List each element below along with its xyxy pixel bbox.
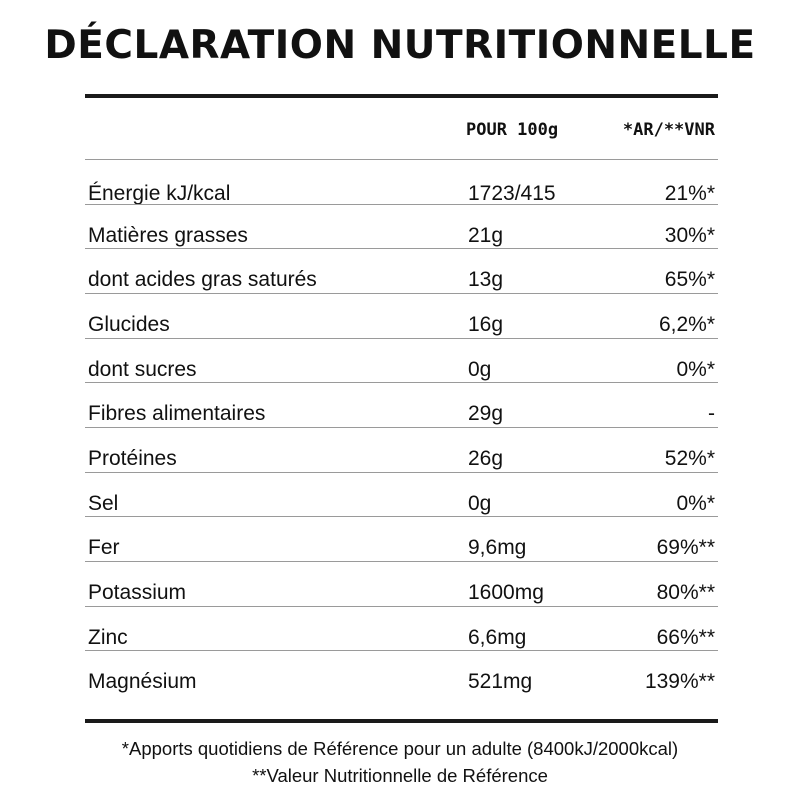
table-row-fibres — [85, 382, 718, 427]
table-row-magnesium — [85, 650, 718, 695]
footnote-vnr: **Valeur Nutritionnelle de Référence — [252, 765, 548, 786]
nutrient-value: 13g — [468, 268, 504, 292]
nutrient-value: 1600mg — [468, 580, 544, 604]
footnote-ar: *Apports quotidiens de Référence pour un adulte (8400kJ/2000kcal) — [121, 738, 679, 759]
nutrient-name: Sel — [88, 491, 119, 515]
nutrient-reference: 69%** — [656, 536, 715, 560]
nutrient-name: dont acides gras saturés — [88, 268, 317, 292]
top-rule — [85, 94, 718, 98]
table-row-energie — [85, 159, 718, 204]
column-header-per-100g: POUR 100g — [466, 120, 559, 140]
nutrient-reference: 65%* — [664, 268, 715, 292]
nutrient-name: Énergie kJ/kcal — [88, 182, 231, 205]
nutrient-reference: 66%** — [656, 625, 715, 649]
nutrient-value: 21g — [468, 223, 504, 247]
nutrition-table — [85, 159, 718, 695]
nutrient-value: 521mg — [468, 670, 533, 694]
table-row-fer — [85, 516, 718, 561]
nutrient-reference: 6,2%* — [658, 312, 715, 336]
column-header-ar-vnr: *AR/**VNR — [622, 120, 715, 140]
nutrient-name: Glucides — [88, 312, 170, 336]
nutrient-reference: 0%* — [676, 357, 715, 381]
nutrient-value: 26g — [468, 446, 504, 470]
nutrient-reference: 30%* — [664, 223, 715, 247]
nutrient-name: Potassium — [88, 580, 187, 604]
nutrient-name: Magnésium — [88, 670, 197, 694]
nutrient-name: dont sucres — [88, 357, 197, 381]
table-header — [85, 116, 718, 144]
table-row-matieres-grasses — [85, 204, 718, 249]
nutrient-name: Matières grasses — [88, 223, 248, 247]
nutrient-name: Protéines — [88, 446, 177, 470]
nutrient-value: 6,6mg — [468, 625, 527, 649]
table-row-zinc — [85, 606, 718, 651]
nutrient-value: 1723/415 — [468, 182, 556, 205]
table-row-glucides — [85, 293, 718, 338]
nutrient-value: 0g — [468, 491, 492, 515]
nutrient-name: Fibres alimentaires — [88, 402, 266, 426]
page-title: DÉCLARATION NUTRITIONNELLE — [44, 23, 756, 68]
nutrient-value: 9,6mg — [468, 536, 527, 560]
table-row-proteines — [85, 427, 718, 472]
nutrient-name: Fer — [88, 536, 120, 560]
nutrient-name: Zinc — [88, 625, 128, 649]
table-row-acides-gras-satures — [85, 248, 718, 293]
nutrient-reference: 139%** — [644, 670, 715, 694]
nutrient-reference: 21%* — [664, 182, 715, 205]
bottom-rule — [85, 719, 718, 723]
nutrient-reference: 0%* — [676, 491, 715, 515]
table-row-sel — [85, 472, 718, 517]
table-row-potassium — [85, 561, 718, 606]
table-row-sucres — [85, 338, 718, 383]
nutrient-value: 16g — [468, 312, 504, 336]
nutrient-value: 29g — [468, 402, 504, 426]
nutrient-reference: - — [708, 402, 715, 426]
nutrient-reference: 52%* — [664, 446, 715, 470]
nutrient-reference: 80%** — [656, 580, 715, 604]
nutrient-value: 0g — [468, 357, 492, 381]
